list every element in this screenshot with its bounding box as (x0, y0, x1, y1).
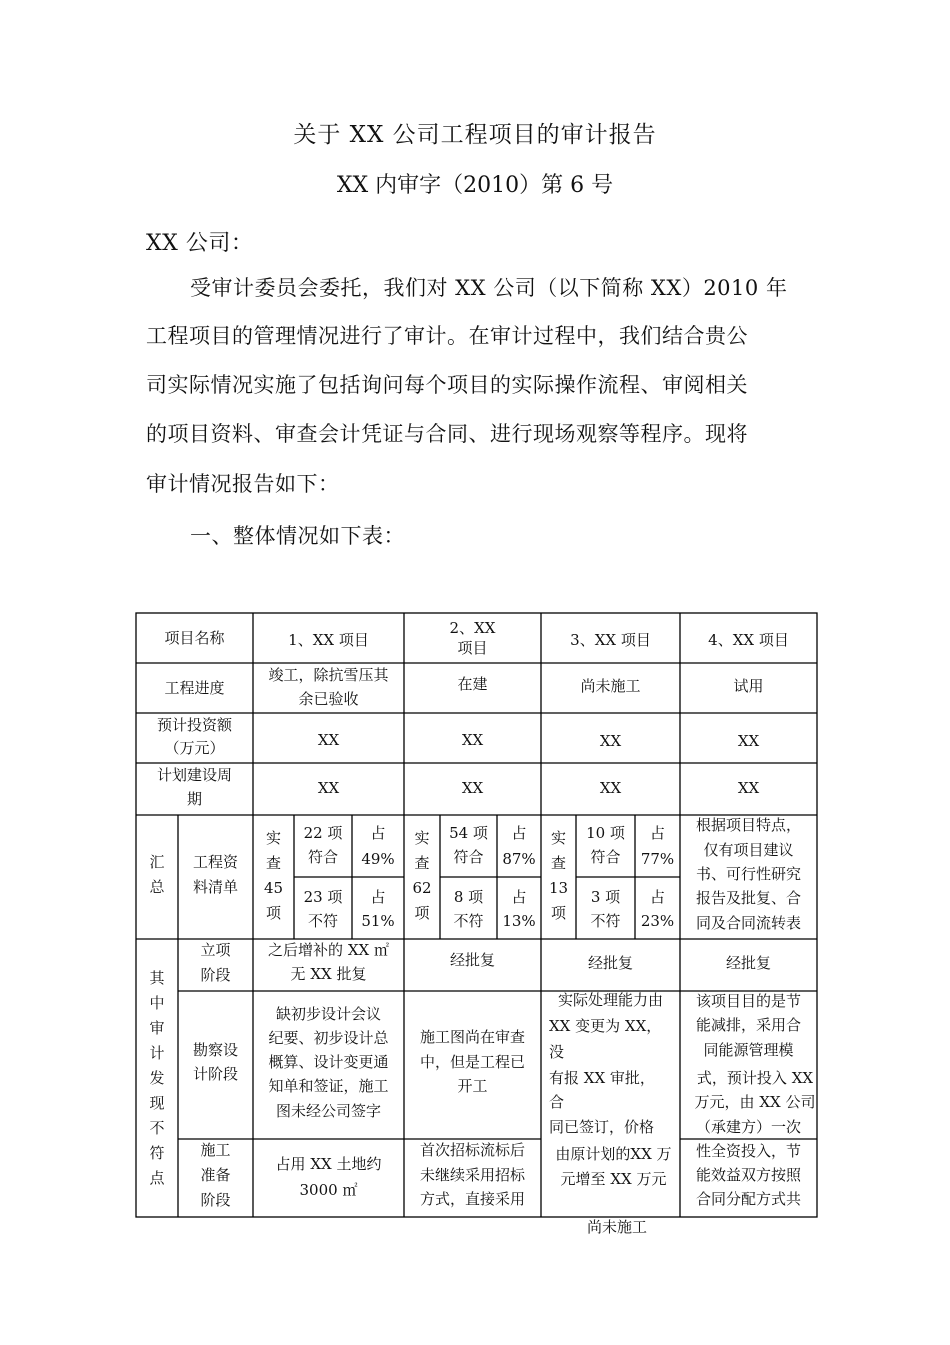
approval-project-1: 之后增补的 XX ㎡ (268, 941, 389, 959)
noncompliant-share: 51% (361, 912, 395, 930)
checked-count-unit: 项 (414, 904, 430, 922)
paragraph-line: 审计情况报告如下： (146, 472, 340, 496)
noncompliant-label: 不符 (453, 912, 484, 930)
noncompliant-share: 23% (640, 912, 675, 930)
document-number: XX 内审字（2010）第 6 号 (336, 173, 614, 198)
noncompliant-share-label: 占 (370, 888, 386, 906)
period-project-3: XX (599, 779, 622, 797)
design-project-1-line: 纪要、初步设计总 (268, 1029, 389, 1047)
report-title: 关于 XX 公司工程项目的审计报告 (293, 122, 657, 148)
design-project-4-line: 式，预计投入 XX (696, 1069, 814, 1087)
progress-project-3: 尚未施工 (580, 677, 641, 695)
progress-project-1: 竣工，除抗雪压其 (268, 666, 389, 684)
checked-count-label: 查 (265, 854, 281, 872)
header-project-3: 3、XX 项目 (570, 631, 651, 649)
noncompliant-share-label: 占 (649, 888, 665, 906)
row-label-docs-cont: 料清单 (192, 878, 238, 896)
paragraph-line: 工程项目的管理情况进行了审计。在审计过程中，我们结合贵公 (146, 324, 748, 348)
row-label-approval: 立项 (200, 941, 231, 959)
compliant-share-label: 占 (511, 824, 527, 842)
checked-count-label: 实 (414, 829, 430, 847)
investment-project-2: XX (461, 731, 484, 749)
docs-note-line: 书、可行性研究 (695, 865, 801, 883)
overflow-note: 尚未施工 (586, 1218, 647, 1236)
header-project-2: 2、XX (449, 619, 496, 637)
compliant-share-label: 占 (649, 824, 665, 842)
investment-project-1: XX (317, 731, 340, 749)
header-project-2-suffix: 项目 (457, 639, 488, 657)
investment-project-3: XX (599, 732, 622, 750)
design-project-3-line: 实际处理能力由 (557, 991, 663, 1009)
addressee: XX 公司： (146, 231, 254, 256)
design-project-1-line: 知单和签证，施工 (268, 1077, 389, 1095)
progress-project-1-cont: 余已验收 (298, 690, 359, 708)
compliant-share: 49% (361, 850, 395, 868)
design-project-2-line: 施工图尚在审查 (419, 1028, 525, 1046)
group-label-findings: 其 (149, 969, 165, 987)
group-label-findings: 符 (149, 1144, 165, 1162)
header-project-1: 1、XX 项目 (288, 631, 369, 649)
approval-project-2: 经批复 (449, 951, 495, 969)
prep-project-1-cont: 3000 ㎡ (299, 1181, 358, 1199)
row-label-design-cont: 计阶段 (192, 1065, 238, 1083)
design-project-4-line: （承建方）一次 (695, 1118, 801, 1136)
group-label-findings: 不 (149, 1119, 165, 1137)
prep-project-2-line: 未继续采用招标 (419, 1166, 525, 1184)
period-project-1: XX (317, 779, 340, 797)
design-project-1-line: 概算、设计变更通 (268, 1053, 389, 1071)
compliant-share: 77% (640, 850, 675, 868)
noncompliant-count: 3 项 (590, 888, 621, 906)
checked-count-label: 实 (265, 829, 281, 847)
paragraph-line: 受审计委员会委托，我们对 XX 公司（以下简称 XX）2010 年 (190, 276, 788, 300)
investment-project-4: XX (737, 732, 760, 750)
compliant-count: 22 项 (303, 824, 343, 842)
design-project-4-line: 性全资投入，节 (695, 1142, 801, 1160)
docs-note-line: 同及合同流转表 (695, 914, 801, 932)
design-project-1-line: 缺初步设计会议 (275, 1005, 381, 1023)
row-label-prep: 准备 (200, 1166, 231, 1184)
checked-count-value: 62 (412, 879, 432, 897)
group-label-findings: 计 (149, 1044, 165, 1062)
period-project-2: XX (461, 779, 484, 797)
prep-project-1: 占用 XX 土地约 (275, 1155, 382, 1173)
group-label-summary-cont: 总 (149, 878, 165, 896)
design-project-3-line: 有报 XX 审批， (549, 1069, 655, 1087)
noncompliant-label: 不符 (307, 912, 338, 930)
design-project-3-line: 同已签订，价格 (549, 1118, 655, 1136)
header-project-name: 项目名称 (164, 629, 225, 647)
group-label-findings: 中 (149, 994, 165, 1012)
progress-project-4: 试用 (733, 677, 764, 695)
docs-note-line: 仅有项目建议 (703, 841, 794, 859)
compliant-label: 符合 (307, 848, 338, 866)
checked-count-label: 查 (550, 854, 566, 872)
noncompliant-count: 23 项 (303, 888, 343, 906)
group-label-summary: 汇 (149, 853, 165, 871)
period-project-4: XX (737, 779, 760, 797)
header-project-4: 4、XX 项目 (708, 631, 789, 649)
row-label-investment-unit: （万元） (164, 739, 225, 757)
checked-count-value: 45 (263, 879, 284, 897)
group-label-findings: 现 (149, 1094, 165, 1112)
compliant-label: 符合 (590, 848, 621, 866)
approval-project-3: 经批复 (587, 954, 633, 972)
group-label-findings: 点 (149, 1169, 165, 1187)
row-label-prep: 施工 (200, 1141, 231, 1159)
row-label-docs: 工程资 (192, 853, 238, 871)
prep-project-2-line: 方式，直接采用 (419, 1190, 525, 1208)
paragraph-line: 司实际情况实施了包括询问每个项目的实际操作流程、审阅相关 (146, 373, 748, 397)
row-label-period-cont: 期 (186, 790, 202, 808)
row-label-design: 勘察设 (192, 1041, 238, 1059)
noncompliant-label: 不符 (590, 912, 621, 930)
row-label-period: 计划建设周 (156, 766, 232, 784)
approval-project-4: 经批复 (725, 954, 771, 972)
compliant-share: 87% (502, 850, 536, 868)
compliant-count: 10 项 (586, 824, 625, 842)
design-project-4-line: 万元，由 XX 公司 (694, 1093, 816, 1111)
row-label-prep: 阶段 (200, 1191, 231, 1209)
row-label-approval-cont: 阶段 (200, 966, 231, 984)
design-project-4-line: 同能源管理模 (703, 1041, 794, 1059)
paragraph-line: 的项目资料、审查会计凭证与合同、进行现场观察等程序。现将 (146, 422, 748, 446)
docs-note-line: 根据项目特点， (695, 816, 801, 834)
design-project-1-line: 图未经公司签字 (275, 1102, 381, 1120)
checked-count-label: 实 (550, 829, 566, 847)
design-project-4-line: 能效益双方按照 (695, 1166, 801, 1184)
design-project-4-line: 该项目目的是节 (695, 992, 801, 1010)
prep-project-2-line: 首次招标流标后 (419, 1141, 525, 1159)
design-project-4-line: 能减排，采用合 (695, 1016, 801, 1034)
group-label-findings: 发 (149, 1069, 165, 1087)
design-project-3-line: 没 (549, 1043, 565, 1061)
row-label-investment: 预计投资额 (156, 716, 232, 734)
checked-count-unit: 项 (550, 904, 566, 922)
design-project-3-line: 合 (549, 1093, 565, 1111)
design-project-4-line: 合同分配方式共 (695, 1190, 801, 1208)
design-project-2-line: 开工 (457, 1077, 488, 1095)
checked-count-label: 查 (414, 854, 430, 872)
compliant-label: 符合 (453, 848, 484, 866)
prep-project-3-line: 元增至 XX 万元 (560, 1170, 667, 1188)
approval-project-1-cont: 无 XX 批复 (290, 965, 367, 983)
group-label-findings: 审 (149, 1019, 165, 1037)
compliant-count: 54 项 (449, 824, 488, 842)
noncompliant-share: 13% (502, 912, 536, 930)
checked-count-value: 13 (548, 879, 569, 897)
noncompliant-count: 8 项 (453, 888, 484, 906)
section-heading: 一、整体情况如下表： (190, 524, 405, 548)
checked-count-unit: 项 (265, 904, 281, 922)
design-project-3-line: XX 变更为 XX， (549, 1017, 662, 1035)
row-label-progress: 工程进度 (164, 679, 225, 697)
prep-project-3-line: 由原计划的XX 万 (555, 1145, 672, 1163)
noncompliant-share-label: 占 (511, 888, 527, 906)
compliant-share-label: 占 (370, 824, 386, 842)
docs-note-line: 报告及批复、合 (695, 889, 801, 907)
progress-project-2: 在建 (457, 675, 488, 693)
design-project-2-line: 中，但是工程已 (419, 1053, 525, 1071)
